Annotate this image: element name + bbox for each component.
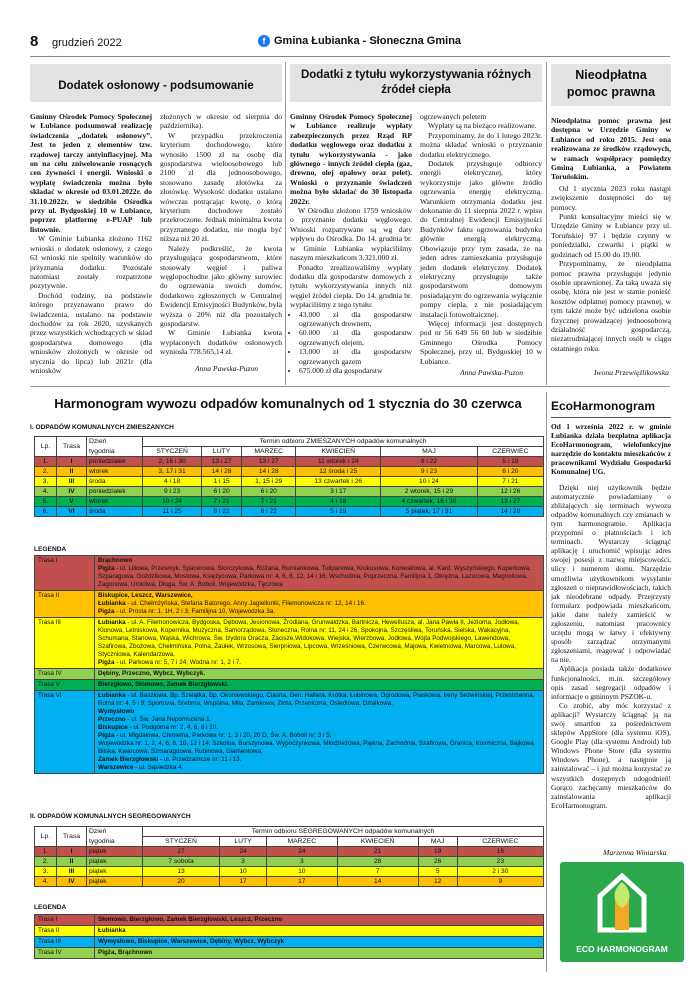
article2-para: Wypłaty są na bieżąco realizowane.	[428, 121, 537, 131]
article1-lead: Gminny Ośrodek Pomocy Społecznej w Łubiance podsumował realizację świadczenia „dodatek osłonowy”. Jest to jeden z elementów tzw. rządowej tarczy antyinflacyjnej. Ma on na celu zniwelowanie rosnących cen żywności i energii. Wnioski o wypłatę świadczenia można było składać w okresie od 03.01.2022r. do 31.10.2022r. w siedzibie Ośrodka przy ul. Bydgoskiej 10 w Łubiance, poprzez platformę e-PUAP lub listownie.	[30, 112, 152, 234]
legend-route: Trasa I	[35, 556, 95, 591]
weekday-cell: poniedziałek	[87, 487, 143, 497]
weekday-cell: wtorek	[87, 497, 143, 507]
legend-route: Trasa II	[35, 926, 95, 937]
date-cell: 5 i 19	[296, 507, 381, 517]
legend-row	[35, 669, 544, 680]
column-divider	[546, 62, 547, 385]
date-cell: 13 i 27	[202, 457, 242, 467]
schedule-row	[35, 467, 544, 477]
article2-author: Anna Pawska-Puzon	[460, 368, 524, 377]
month-header: KWIECIEŃ	[337, 837, 418, 847]
article1-col1	[30, 112, 152, 375]
legend-route: Trasa IV	[35, 669, 95, 680]
col-tygodnia: tygodnia	[87, 447, 143, 457]
bullet-item: • 43.000 zł dla gospodarstw ogrzewanych drewnem,	[299, 310, 412, 329]
date-cell: 3	[220, 857, 267, 867]
eco-author: Marzenna Winiarska	[603, 848, 667, 857]
date-cell: 2, 16 i 30	[143, 457, 202, 467]
date-cell: 27	[143, 847, 220, 857]
legend-streets: Dębiny, Przeczno, Wybcz, Wybczyk.	[95, 669, 544, 680]
col-span-header: Termin odbioru SEGREGOWANYCH odpadów komunalnych	[143, 827, 544, 837]
date-cell: 7	[337, 867, 418, 877]
month-header: LUTY	[202, 447, 242, 457]
article2-para: ogrzewanych peletem	[420, 112, 487, 121]
legend-route: Trasa I	[35, 915, 95, 926]
weekday-cell: piątek	[87, 847, 143, 857]
eco-lead: Od 1 września 2022 r. w gminie Łubianka działa bezpłatna aplikacja EcoHarmonogram, wielofunkcyjne narzędzie do kontaktu mieszkańców z pracownikami Wydziału Gospodarki Komunalnej UG.	[551, 422, 671, 477]
weekday-cell: środa	[87, 477, 143, 487]
date-cell: 14 i 28	[202, 467, 242, 477]
eco-title: EcoHarmonogram	[551, 399, 656, 413]
segregated-waste-table	[34, 826, 544, 887]
legend-route: Trasa II	[35, 591, 95, 618]
date-cell: 10	[220, 867, 267, 877]
date-cell: 7 i 21	[202, 497, 242, 507]
legend-row	[35, 691, 544, 774]
date-cell: 6 i 20	[242, 487, 296, 497]
article2-title: Dodatki z tytułu wykorzystywania różnych źródeł ciepła	[300, 69, 532, 96]
month-header: CZERWIEC	[477, 447, 543, 457]
article1-title: Dodatek osłonowy - podsumowanie	[58, 80, 254, 92]
article2-para: Ponadto zrealizowaliśmy wypłaty dodatku dla gospodarstw domowych z tytułu wykorzystywania innych niż węgiel źródeł ciepła. Do 14. grudnia br. wypłaciliśmy z tego tytułu:	[290, 262, 412, 310]
date-cell: 17	[266, 877, 337, 887]
date-cell: 10 i 24	[381, 477, 478, 487]
date-cell: 6 i 20	[202, 487, 242, 497]
section-rule	[30, 386, 670, 387]
article3-lead: Nieodpłatna pomoc prawna jest dostępna w Urzędzie Gminy w Łubiance od roku 2015. Jest ona realizowana ze środków rządowych, w ramach współpracy pomiędzy Gminą Łubianka, a Powiatem Toruńskim.	[551, 116, 671, 182]
date-cell: 6 i 20	[477, 467, 543, 477]
eco-logo-text: ECO HARMONOGRAM	[576, 944, 668, 954]
article1-col2	[160, 112, 282, 357]
article2-para: Przypominamy, że do 1 lutego 2023r. można składać wnioski o przyznanie dodatku elektrycznego.	[420, 130, 542, 159]
legend-row	[35, 937, 544, 948]
legend-row	[35, 556, 544, 591]
date-cell: 26	[418, 857, 457, 867]
article2-para: Więcej informacji jest dostępnych pod nr 56 649 56 60 lub w siedzibie Gminnego Ośrodka Pomocy Społecznej, przy ul. Bydgoskiej 10 w Łubiance.	[420, 318, 542, 366]
date-cell: 4 czwartek, 16 i 30	[381, 497, 478, 507]
date-cell: 14 i 28	[242, 467, 296, 477]
row-number: 2.	[35, 467, 57, 477]
schedule-row	[35, 477, 544, 487]
legend-row	[35, 591, 544, 618]
legend1-label: LEGENDA	[34, 546, 67, 553]
date-cell: 12 i 26	[477, 487, 543, 497]
month-header: MARZEC	[266, 837, 337, 847]
route-cell: IV	[57, 877, 87, 887]
mixed-legend-table	[34, 555, 544, 774]
legend-route: Trasa III	[35, 937, 95, 948]
row-number: 5.	[35, 497, 57, 507]
schedule-row	[35, 857, 544, 867]
row-number: 4.	[35, 487, 57, 497]
route-cell: II	[57, 857, 87, 867]
date-cell: 5	[418, 867, 457, 877]
house-leaf-icon	[560, 862, 684, 942]
article3-para: Od 1 stycznia 2023 roku nastąpi zwiększenie dostępności do tej pomocy.	[551, 183, 671, 212]
section-mixed-label: I. ODPADÓW KOMUNALNYCH ZMIESZANYCH	[30, 424, 174, 431]
article1-para: Dochód rodziny, na podstawie którego przyznawano prawo do świadczenia, ustalano na podstawie dochodów za rok 2020, uzyskanych przez wszystkich wchodzących w skład gospodarstwa domowego (dla wniosków złożonych w okresie od stycznia do lipca) lub 2021r (dla wniosków	[30, 290, 152, 375]
segregated-legend-table	[34, 914, 544, 959]
month-header: LUTY	[220, 837, 267, 847]
month-header: MARZEC	[242, 447, 296, 457]
article1-para: złożonych w okresie od sierpnia do października).	[160, 112, 282, 131]
article3-body	[551, 116, 671, 353]
date-cell: 2 i 30	[457, 867, 543, 877]
date-cell: 9 i 23	[143, 487, 202, 497]
legend-route: Trasa IV	[35, 948, 95, 959]
date-cell: 13 czwartek i 26	[296, 477, 381, 487]
date-cell: 11 wtorek i 24	[296, 457, 381, 467]
article3-title: Nieodpłatna pomoc prawna	[566, 68, 656, 99]
date-cell: 12 środa i 25	[296, 467, 381, 477]
article1-para: W przypadku przekroczenia kryterium dochodowego, które wynosiło 1500 zł na osobę dla gospodarstwa wieloosobowego lub 2100 zł dla jednoosobowego, stosowano zasadę złotówka za złotówkę. Wysokość dodatku ustalano wówczas potrącając kwotę, o którą kryterium dochodowe zostało przekroczone. Jednak minimalna kwota przyznanego dodatku, nie mogła być niższa niż 20 zł.	[160, 130, 282, 244]
date-cell: 24	[266, 847, 337, 857]
date-cell: 3	[266, 857, 337, 867]
month-header: KWIECIEŃ	[296, 447, 381, 457]
date-cell: 7 sobota	[143, 857, 220, 867]
legend-row	[35, 618, 544, 669]
date-cell: 8 i 22	[242, 507, 296, 517]
date-cell: 10	[266, 867, 337, 877]
legend-route: Trasa VI	[35, 691, 95, 774]
header-rule	[30, 56, 670, 57]
date-cell: 14 i 28	[477, 507, 543, 517]
schedule-row	[35, 507, 544, 517]
schedule-title: Harmonogram wywozu odpadów komunalnych od 1 stycznia do 30 czerwca	[54, 396, 522, 411]
date-cell: 16	[457, 847, 543, 857]
date-cell: 1 i 15	[202, 477, 242, 487]
article3-author: Iwona Przewięźlikowska	[594, 368, 669, 377]
article1-author: Anna Pawska-Puzon	[195, 364, 259, 373]
col-span-header: Termin odbioru ZMIESZANYCH odpadów komunalnych	[143, 437, 544, 447]
col-lp: Lp.	[35, 437, 57, 457]
date-cell: 20	[143, 877, 220, 887]
eco-para: Dzięki niej użytkownik będzie automatycznie powiadamiany o zbliżających się terminach wywozu odpadów komunalnych czy zmianach w tym harmonogramie. Aplikacja przypomni o płatnościach i ich terminach. Wystarczy ściągnąć aplikację i uruchomić wpisując adres swojej posesji z nazwą miejscowości, ulicy i numerem domu. Narzędzie umożliwia użytkownikom wysyłanie zgłoszeń o nieprawidłowościach, takich jak nieodebrane odpady. Przejrzysty formularz podpowiada mieszkańcom, jakie dane należy zamieścić w zgłoszeniu, natomiast pracownicy urzędu mogą w łatwy i efektywny sposób zarządzać otrzymanymi zgłoszeniami, reagować i odpowiadać na nie.	[551, 482, 671, 665]
bullet-item: • 675.000 zł dla gospodarstw	[299, 366, 412, 375]
date-cell: 28	[337, 857, 418, 867]
route-cell: IV	[57, 487, 87, 497]
legend-row	[35, 915, 544, 926]
column-divider	[546, 392, 547, 972]
legend-row	[35, 926, 544, 937]
date-cell: 7 i 21	[477, 477, 543, 487]
schedule-row	[35, 867, 544, 877]
article2-para: Dodatek przysługuje odbiorcy energii elektrycznej, który wykorzystuje jako główne źródło ogrzewania energię elektryczną. Warunkiem otrzymania dodatku jest dokonanie do 11 sierpnia 2022 r. wpisu do Centralnej Ewidencji Emisyjności Budynków faktu ogrzewania budynku głównie energią elektryczną. Obowiązuje przy tym zasada, że na jeden adres zamieszkania przysługuje jeden dodatek elektryczny. Dodatek elektryczny przysługuje także gospodarstwom domowym posiadającym do ogrzewania wyłącznie pompy ciepła, z nie posiadającym instalacji fotowoltaicznej.	[420, 159, 542, 319]
article2-para: W Ośrodku złożono 1759 wniosków o przyznanie dodatku węglowego. Wnioski rozpatrywane są wg daty wpływu do Ośrodka. Do 14. grudnia br. w Gminie Łubianka wypłaciliśmy naszym mieszkańcom 3.321.000 zł.	[290, 206, 412, 263]
row-number: 6.	[35, 507, 57, 517]
date-cell: 13	[143, 867, 220, 877]
month-header: CZERWIEC	[457, 837, 543, 847]
month-header: STYCZEŃ	[143, 837, 220, 847]
col-trasa: Trasa	[57, 827, 87, 847]
date-cell: 12	[418, 877, 457, 887]
legend-route: Trasa V	[35, 680, 95, 691]
date-cell: 1, 15 i 29	[242, 477, 296, 487]
paper-name-text: Gmina Łubianka - Słoneczna Gmina	[274, 35, 462, 47]
col-lp: Lp.	[35, 827, 57, 847]
eco-title-rule	[551, 417, 671, 418]
date-cell: 7 i 21	[242, 497, 296, 507]
date-cell: 8 i 22	[381, 457, 478, 467]
route-cell: III	[57, 867, 87, 877]
date-cell: 23	[457, 857, 543, 867]
weekday-cell: poniedziałek	[87, 457, 143, 467]
weekday-cell: piątek	[87, 877, 143, 887]
col-trasa: Trasa	[57, 437, 87, 457]
date-cell: 5 i 19	[477, 457, 543, 467]
eco-harmonogram-logo	[560, 862, 684, 962]
article2-bullets	[290, 310, 412, 376]
article1-para: W Gminie Łubianka złożono 1162 wnioski o dodatek osłonowy, z czego 63 wnioski nie spełniły warunków do przyznania dodatku. Pozostałe natomiast zostały rozpatrzone pozytywnie.	[30, 234, 152, 291]
bullet-item: • 13.000 zł dla gospodarstw ogrzewanych gazem	[299, 347, 412, 366]
mixed-waste-table	[34, 436, 544, 517]
date-cell: 8 i 22	[202, 507, 242, 517]
legend-streets: Bierzgłowo, Słomowo, Zamek Bierzgłowski.	[95, 680, 544, 691]
date-cell: 9 i 23	[381, 467, 478, 477]
row-number: 2.	[35, 857, 57, 867]
date-cell: 14	[337, 877, 418, 887]
row-number: 3.	[35, 867, 57, 877]
route-cell: II	[57, 467, 87, 477]
schedule-row	[35, 487, 544, 497]
legend-places: Pigża, Brąchnowo	[95, 948, 544, 959]
page-number: 8	[30, 33, 39, 50]
section-segregated-label: II. ODPADÓW KOMUNALNYCH SEGREGOWANYCH	[30, 813, 191, 820]
route-cell: I	[57, 457, 87, 467]
date-cell: 13 i 27	[242, 457, 296, 467]
col-tygodnia: tygodnia	[87, 837, 143, 847]
date-cell: 11 i 25	[143, 507, 202, 517]
article1-para: Należy podkreślić, że kwota przysługująca gospodarstwom, które stosowały węgiel i paliwa węglopochodne jako główny surowiec do ogrzewania swoich domów, dodatkowo zgłoszonych w Centralnej Ewidencji Emisyjności Budynków, była wyższa o 20% niż dla pozostałych gospodarstw.	[160, 243, 282, 328]
legend-streets: Łubianka - ul. A. Filemonowicza, Bydgoska, Dębowa, Jesionowa, Źródlana, Grunwaldzka, Bartnicza, HewelIusza, al. Jana Pawła II, Jeziorna, Jodłowa, Klonowa, Letniskowa, Kopernika, Mużyczna, Samorządowa, Słoneczna, Rolna nr: 11, 24 i 26, Spokojna, Szczęśliwa, Toruńska, Sielska, Wakacyjna, Schumana, Stanowa, Wąska, Wichrowa, Św. Izydora Oracza, Zacisze,Widokowa, Wiejska, Wierzbowa, Jodłowa, Wójta Podwojskiego, Lawendowa, Szafirowa, Zbożowa, Chełmińska, Polna, Żaułek, Wrzosowa, Sierpniowa, Lipcowa, Wrześniowa, Czerwcowa, Majowa, Kwietniowa, Marcowa, Lutowa, Styczniowa, Kalendarzowa. Pigża - ul. Parkowa nr: 5, 7 i 24; Wodna nr: 1, 2 i 7.	[95, 618, 544, 669]
weekday-cell: piątek	[87, 867, 143, 877]
date-cell: 9	[457, 877, 543, 887]
date-cell: 4 i 18	[143, 477, 202, 487]
article3-para: Punkt konsultacyjny mieści się w Urzędzie Gminy w Łubiance przy ul. Toruńskiej 97 i będzie czynny w poniedziałki, czwartki i piątki w godzinach od 15.00 do 19.00.	[551, 212, 671, 259]
route-cell: I	[57, 847, 87, 857]
legend-streets: Łubianka - ul. Baszłowa, Bp. Szelątka, Bp. Okoniewskiego, Ciasna, Gen. Hallera, Krótka, Łubinowa, Ogrodowa, Piaskowa, Ireny Sezwińskiej, Przestrzenna, Rolna nr: 4, 5 i 9; Sportowa, Srebrna, Wspólna, Miła, Zamkowa, Złota, Przeniczna, Osiedlowa, Działkowa. Wymysłowo Przeczno - ul. Św. Jana Nepomucena 1. Biskupice - ul. Podgórna nr: 2, 4, 6, 8 i 10. Pigża - ul. Migdałowa, Chmielna, Parkowa nr: 1, 3 i 20, 20 D, Św. A. Boboli nr: 3 i 5; Wojewódzka nr: 1, 2, 4, 6, 8, 10, 12 i 14; Szkolna, Burszynowa, Wypoczynkowa, Młodzieżowa, Piękna, Zachodnia, Szafirowa, Granica, Kosmiczna, Bajkowa, Bliska, Kwarcowa, Szmaragdowa, Rubinowa, Diamentowa. Zamek Bierzgłowski - ul. Przedzamcze nr: 11 i 13. Warszewice - ul. Sąsiedzka 4.	[95, 691, 544, 774]
month-header: MAJ	[418, 837, 457, 847]
date-cell: 24	[220, 847, 267, 857]
schedule-row	[35, 497, 544, 507]
month-header: MAJ	[381, 447, 478, 457]
article2-lead: Gminny Ośrodek Pomocy Społecznej w Łubiance realizuje wypłaty zabezpieczonych przez Rząd RP dodatku węglowego oraz dodatku z tytułu wykorzystywania - jako głównego - innych źródeł ciepła (gaz, drewno, olej opałowy oraz pelet). Wnioski o przyznanie świadczeń można było składać do 30 listopada 2022r.	[290, 112, 412, 206]
legend2-label: LEGENDA	[34, 904, 67, 911]
legend-streets: Biskupice, Leszcz, Warszewice, Łubianka - ul. Chełmżyńska, Stefana Batorego, Anny Jagiellonki, Filemonowicza nr: 12, 14 i 16. Pigża - ul. Prosta nr: 1, 1H, 2 i 3; Familijna 10, Wojewódzka 3a.	[95, 591, 544, 618]
eco-para: Co zrobić, aby móc korzystać z aplikacji? Wystarczy ściągnąć ją na swój smartfon za pośrednictwem sklepów AppStore (dla systemu iOS), Google Play (dla systemu Android) lub Windows Phone Store (dla systemu Windows Phone), a następnie ją zainstalować – i już można korzystać ze wszystkich dostępnych udogodnień! Gorąco zachęcamy mieszkańców do zainstalowania aplikacji EcoHarmonogram.	[551, 700, 671, 810]
eco-body	[551, 422, 671, 810]
date-cell: 19	[418, 847, 457, 857]
bullet-item: • 60.000 zł dla gospodarstw ogrzewanych olejem,	[299, 328, 412, 347]
date-cell: 13 i 27	[477, 497, 543, 507]
article3-para: Przypominamy, że nieodpłatna pomoc prawna przysługuje jedynie osobie uprawnionej. Za taką uważa się osobę, która nie jest w stanie ponieść kosztów odpłatnej pomocy prawnej, w tym także może być udzielona osobie fizycznej prowadzącej jednoosobową działalność gospodarczą, niezatrudniającej innych osób w ciągu ostatniego roku.	[551, 259, 671, 353]
route-cell: III	[57, 477, 87, 487]
weekday-cell: piątek	[87, 857, 143, 867]
row-number: 4.	[35, 877, 57, 887]
page-header	[0, 0, 700, 58]
issue-date: grudzień 2022	[52, 37, 122, 49]
article2-col2	[420, 112, 542, 366]
legend-row	[35, 948, 544, 959]
legend-places: Słomowo, Bierzgłowo, Zamek Bierzgłowski, Leszcz, Przeczno	[95, 915, 544, 926]
paper-name	[258, 35, 461, 47]
schedule-row	[35, 847, 544, 857]
date-cell: 2 wtorek, 15 i 29	[381, 487, 478, 497]
row-number: 3.	[35, 477, 57, 487]
date-cell: 3 i 17	[296, 487, 381, 497]
legend-places: Wymysłowo, Biskupice, Warszewice, Dębiny, Wybcz, Wybczyk	[95, 937, 544, 948]
date-cell: 3, 17 i 31	[143, 467, 202, 477]
article1-para: W Gminie Łubianka kwota wypłaconych dodatków osłonowych wyniosła 778.565,14 zł.	[160, 328, 282, 357]
schedule-row	[35, 457, 544, 467]
column-divider	[285, 62, 286, 385]
date-cell: 5 piątek, 17 i 31	[381, 507, 478, 517]
col-dzien: Dzień	[87, 437, 143, 447]
row-number: 1.	[35, 847, 57, 857]
legend-places: Łubianka	[95, 926, 544, 937]
route-cell: V	[57, 497, 87, 507]
date-cell: 10 i 24	[143, 497, 202, 507]
legend-streets: Brąchnowo Pigża - ul. Liliowa, Przesmyk, Spacerowa, Storczykowa, Różana, Rumiankowa, Tulipanowa, Krokusowa, Konwaliowa, al. Kard. Wyszyńskiego, Koperkowa, Szparagowa, Goździkowa, Mostowa, Księżycowa, Parkowa nr: 4, 6, 8, 12, 14 i 16; Wschodnia, Poprzeczna, Familijna 1, Okrężna, Lazurowa, Magnoliowa, Zagonowa, Urokliwa, Długa, Św. A. Boboli, Wojewódzka, Tęczowa	[95, 556, 544, 591]
month-header: STYCZEŃ	[143, 447, 202, 457]
eco-para: Aplikacja posiada także dodatkowe funkcjonalności, m.in. szczegółowy opis zasad segregacji odpadów i informacje o gminnym PSZOK-u.	[551, 664, 671, 701]
date-cell: 4 i 18	[296, 497, 381, 507]
route-cell: VI	[57, 507, 87, 517]
legend-route: Trasa III	[35, 618, 95, 669]
col-dzien: Dzień	[87, 827, 143, 837]
weekday-cell: wtorek	[87, 467, 143, 477]
date-cell: 17	[220, 877, 267, 887]
weekday-cell: środa	[87, 507, 143, 517]
facebook-icon: f	[258, 35, 270, 47]
article2-col1	[290, 112, 412, 375]
date-cell: 21	[337, 847, 418, 857]
legend-row	[35, 680, 544, 691]
row-number: 1.	[35, 457, 57, 467]
schedule-row	[35, 877, 544, 887]
